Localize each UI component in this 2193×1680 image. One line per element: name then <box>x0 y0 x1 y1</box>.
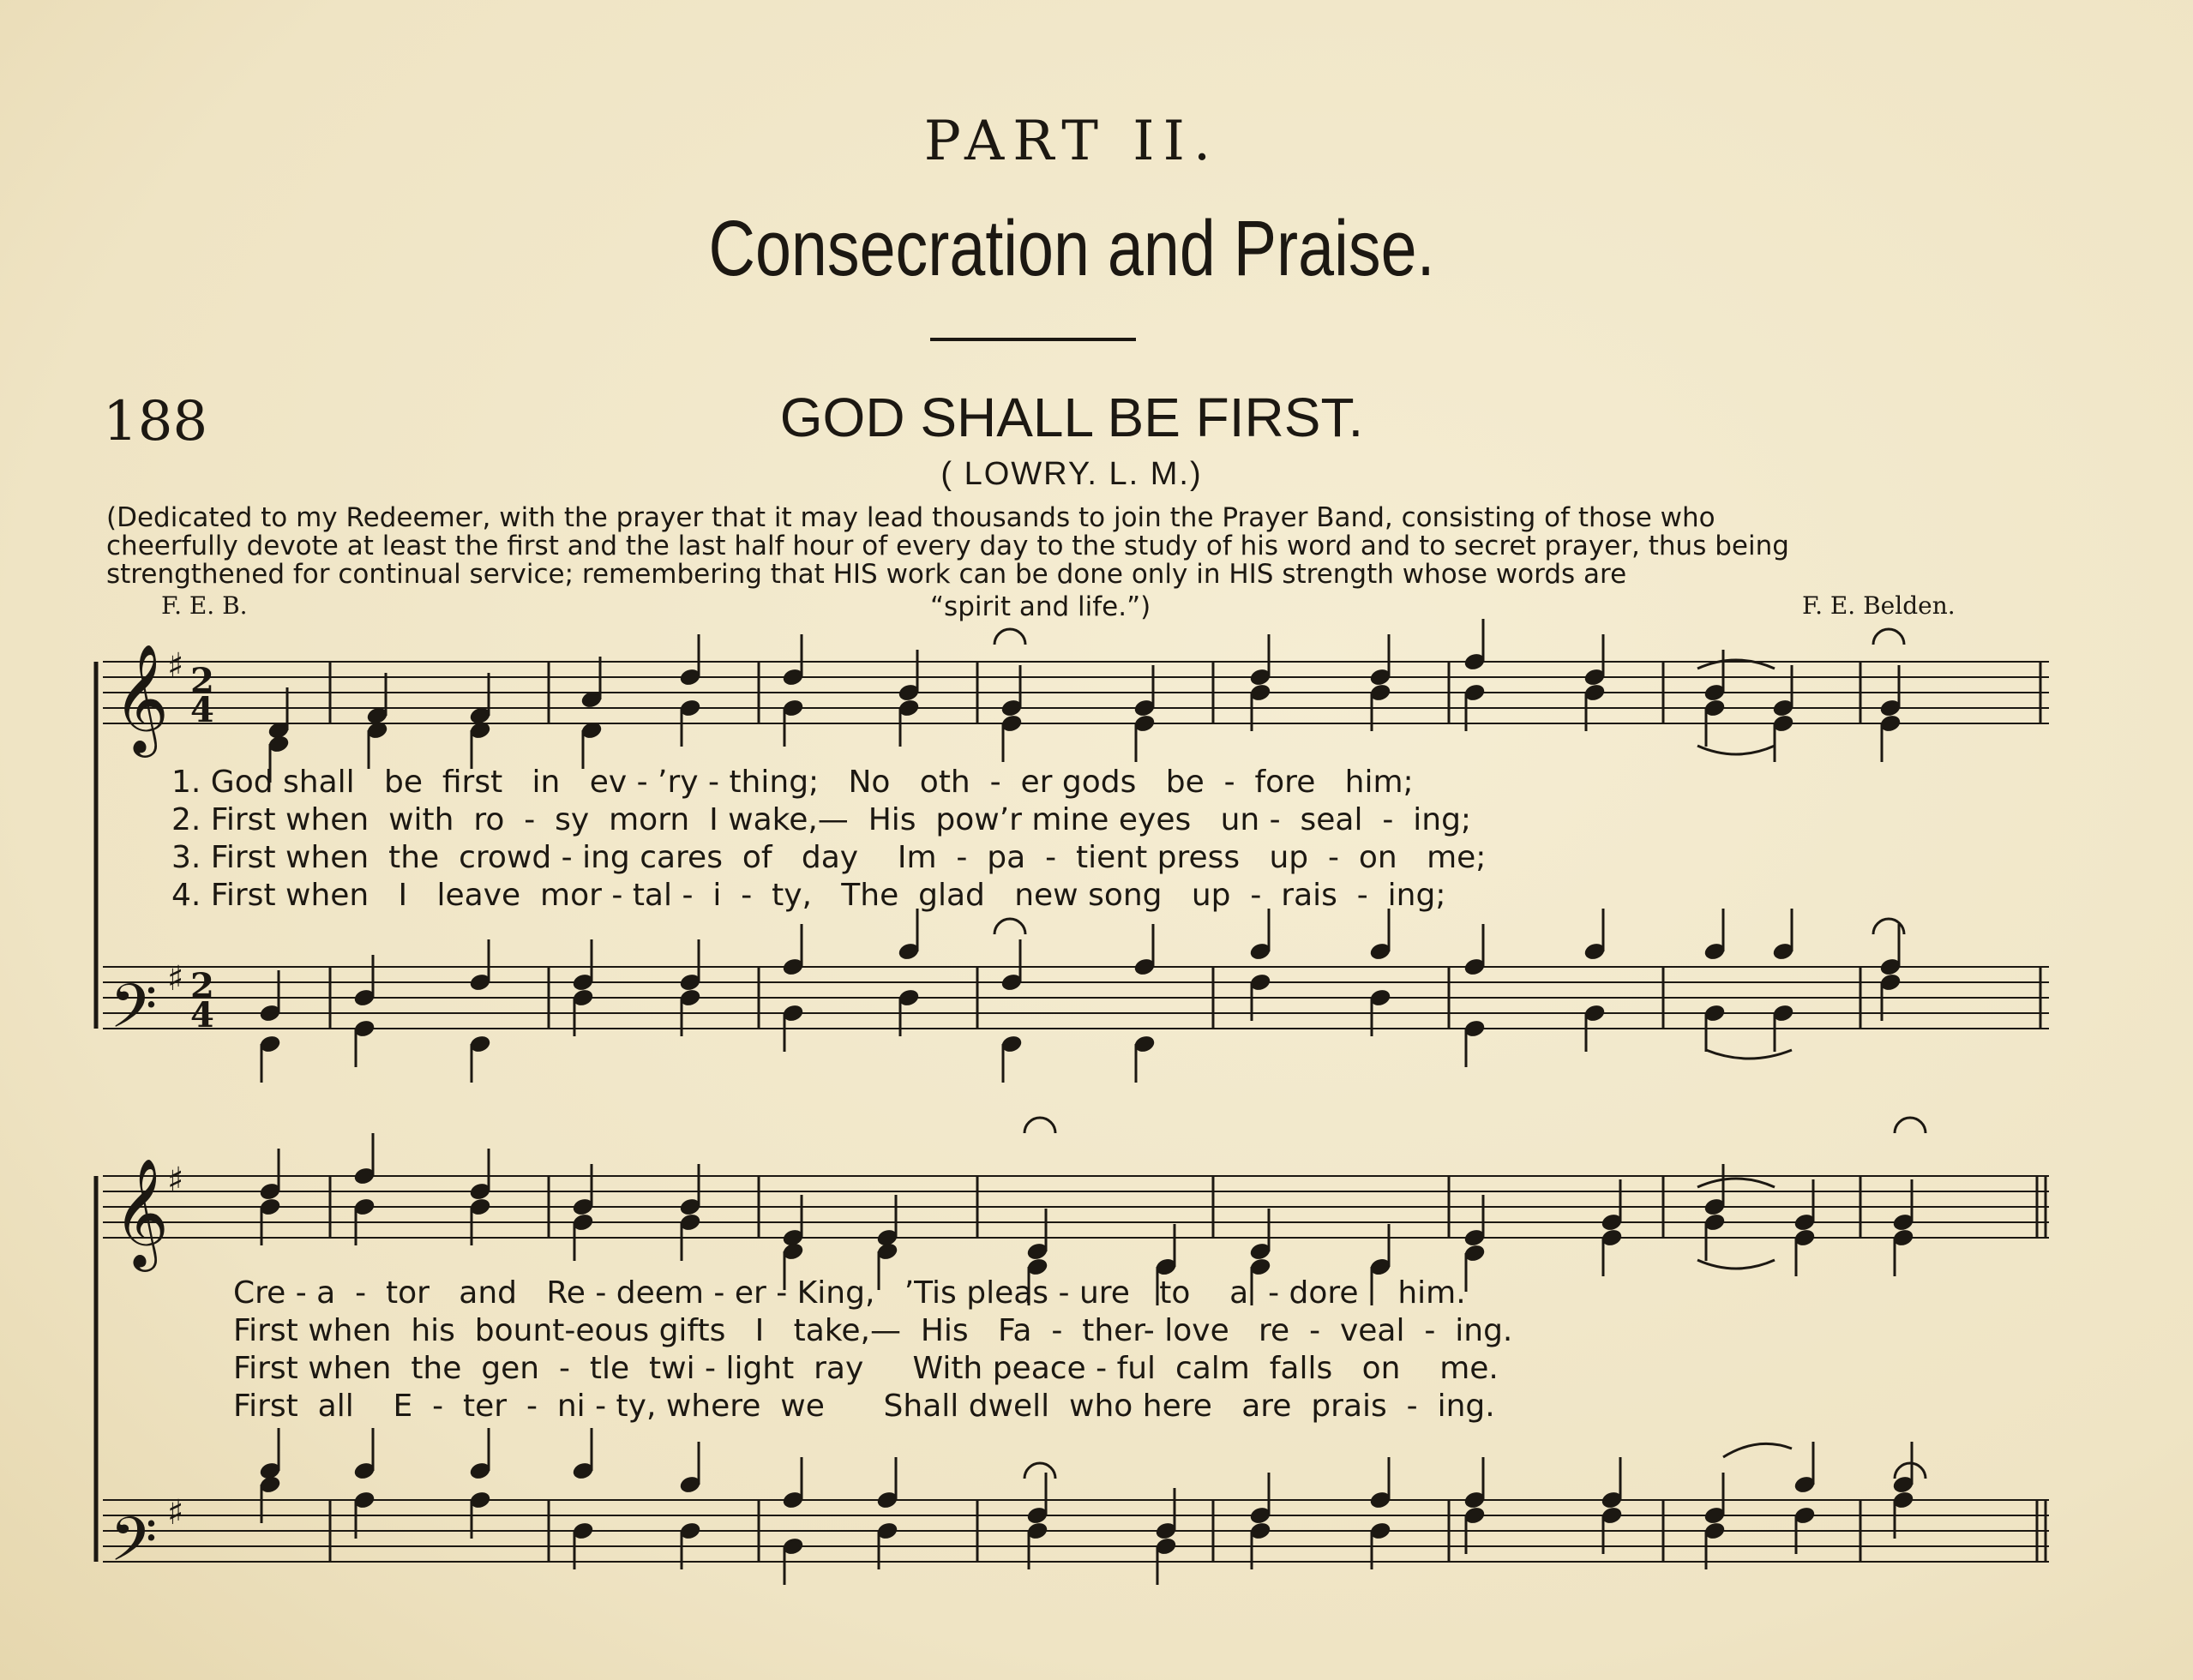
treble-staff-1 <box>103 662 2049 723</box>
verse-3-line-2: First when the gen - tle twi - light ray With peace - ful calm falls on me. <box>233 1351 1499 1386</box>
treble-staff-2 <box>103 1176 2049 1238</box>
dedication-line: (Dedicated to my Redeemer, with the prayer that it may lead thousands to join the Prayer Band, consisting of those who <box>106 502 1715 533</box>
treble-clef-icon: 𝄞 <box>113 1157 170 1267</box>
verse-4-line-1: 4. First when I leave mor - tal - i - ty, The glad new song up - rais - ing; <box>171 878 1446 913</box>
verse-2-line-2: First when his bount-eous gifts I take,— His Fa - ther- love re - veal - ing. <box>233 1313 1513 1348</box>
time-signature-top: 2 <box>190 966 214 1006</box>
verse-3-line-1: 3. First when the crowd - ing cares of day Im - pa - tient press up - on me; <box>171 840 1487 875</box>
dedication-line: cheerfully devote at least the first and the last half hour of every day to the study of his word and to secret prayer, thus being <box>106 531 1789 561</box>
dedication-line: strengthened for continual service; remembering that HIS work can be done only in HIS strength whose words are <box>106 559 1627 590</box>
sharp-icon: ♯ <box>167 1493 184 1533</box>
verse-1-line-1: 1. God shall be first in ev - ’ry - thing; No oth - er gods be - fore him; <box>171 765 1414 800</box>
verse-2-line-1: 2. First when with ro - sy morn I wake,— His pow’r mine eyes un - seal - ing; <box>171 802 1472 837</box>
sharp-icon: ♯ <box>167 1161 184 1200</box>
ties <box>1697 660 1792 1457</box>
verse-4-line-2: First all E - ter - ni - ty, where we Shall dwell who here are prais - ing. <box>233 1389 1495 1424</box>
sharp-icon: ♯ <box>167 646 184 686</box>
dedication-end: “spirit and life.”) <box>930 591 1151 622</box>
hymn-title: GOD SHALL BE FIRST. <box>779 387 1364 448</box>
bass-staff-1 <box>103 967 2049 1029</box>
part-heading: PART II. <box>923 110 1220 173</box>
time-signature-bottom: 4 <box>190 995 214 1035</box>
bass-clef-icon: 𝄢 <box>110 1504 158 1590</box>
section-heading: Consecration and Praise. <box>708 205 1435 292</box>
treble-clef-icon: 𝄞 <box>113 643 170 753</box>
author-initials: F. E. B. <box>161 591 248 620</box>
composer-credit: F. E. Belden. <box>1802 591 1956 620</box>
time-signature-top: 2 <box>190 661 214 701</box>
bass-clef-icon: 𝄢 <box>110 971 158 1057</box>
tune-name: ( LOWRY. L. M.) <box>940 456 1203 492</box>
verse-1-line-2: Cre - a - tor and Re - deem - er - King, ’Tis pleas - ure to a - dore him. <box>233 1275 1466 1311</box>
hymn-number: 188 <box>103 390 208 453</box>
sharp-icon: ♯ <box>167 959 184 999</box>
time-signature-bottom: 4 <box>190 690 214 730</box>
bass-staff-2 <box>103 1500 2049 1562</box>
